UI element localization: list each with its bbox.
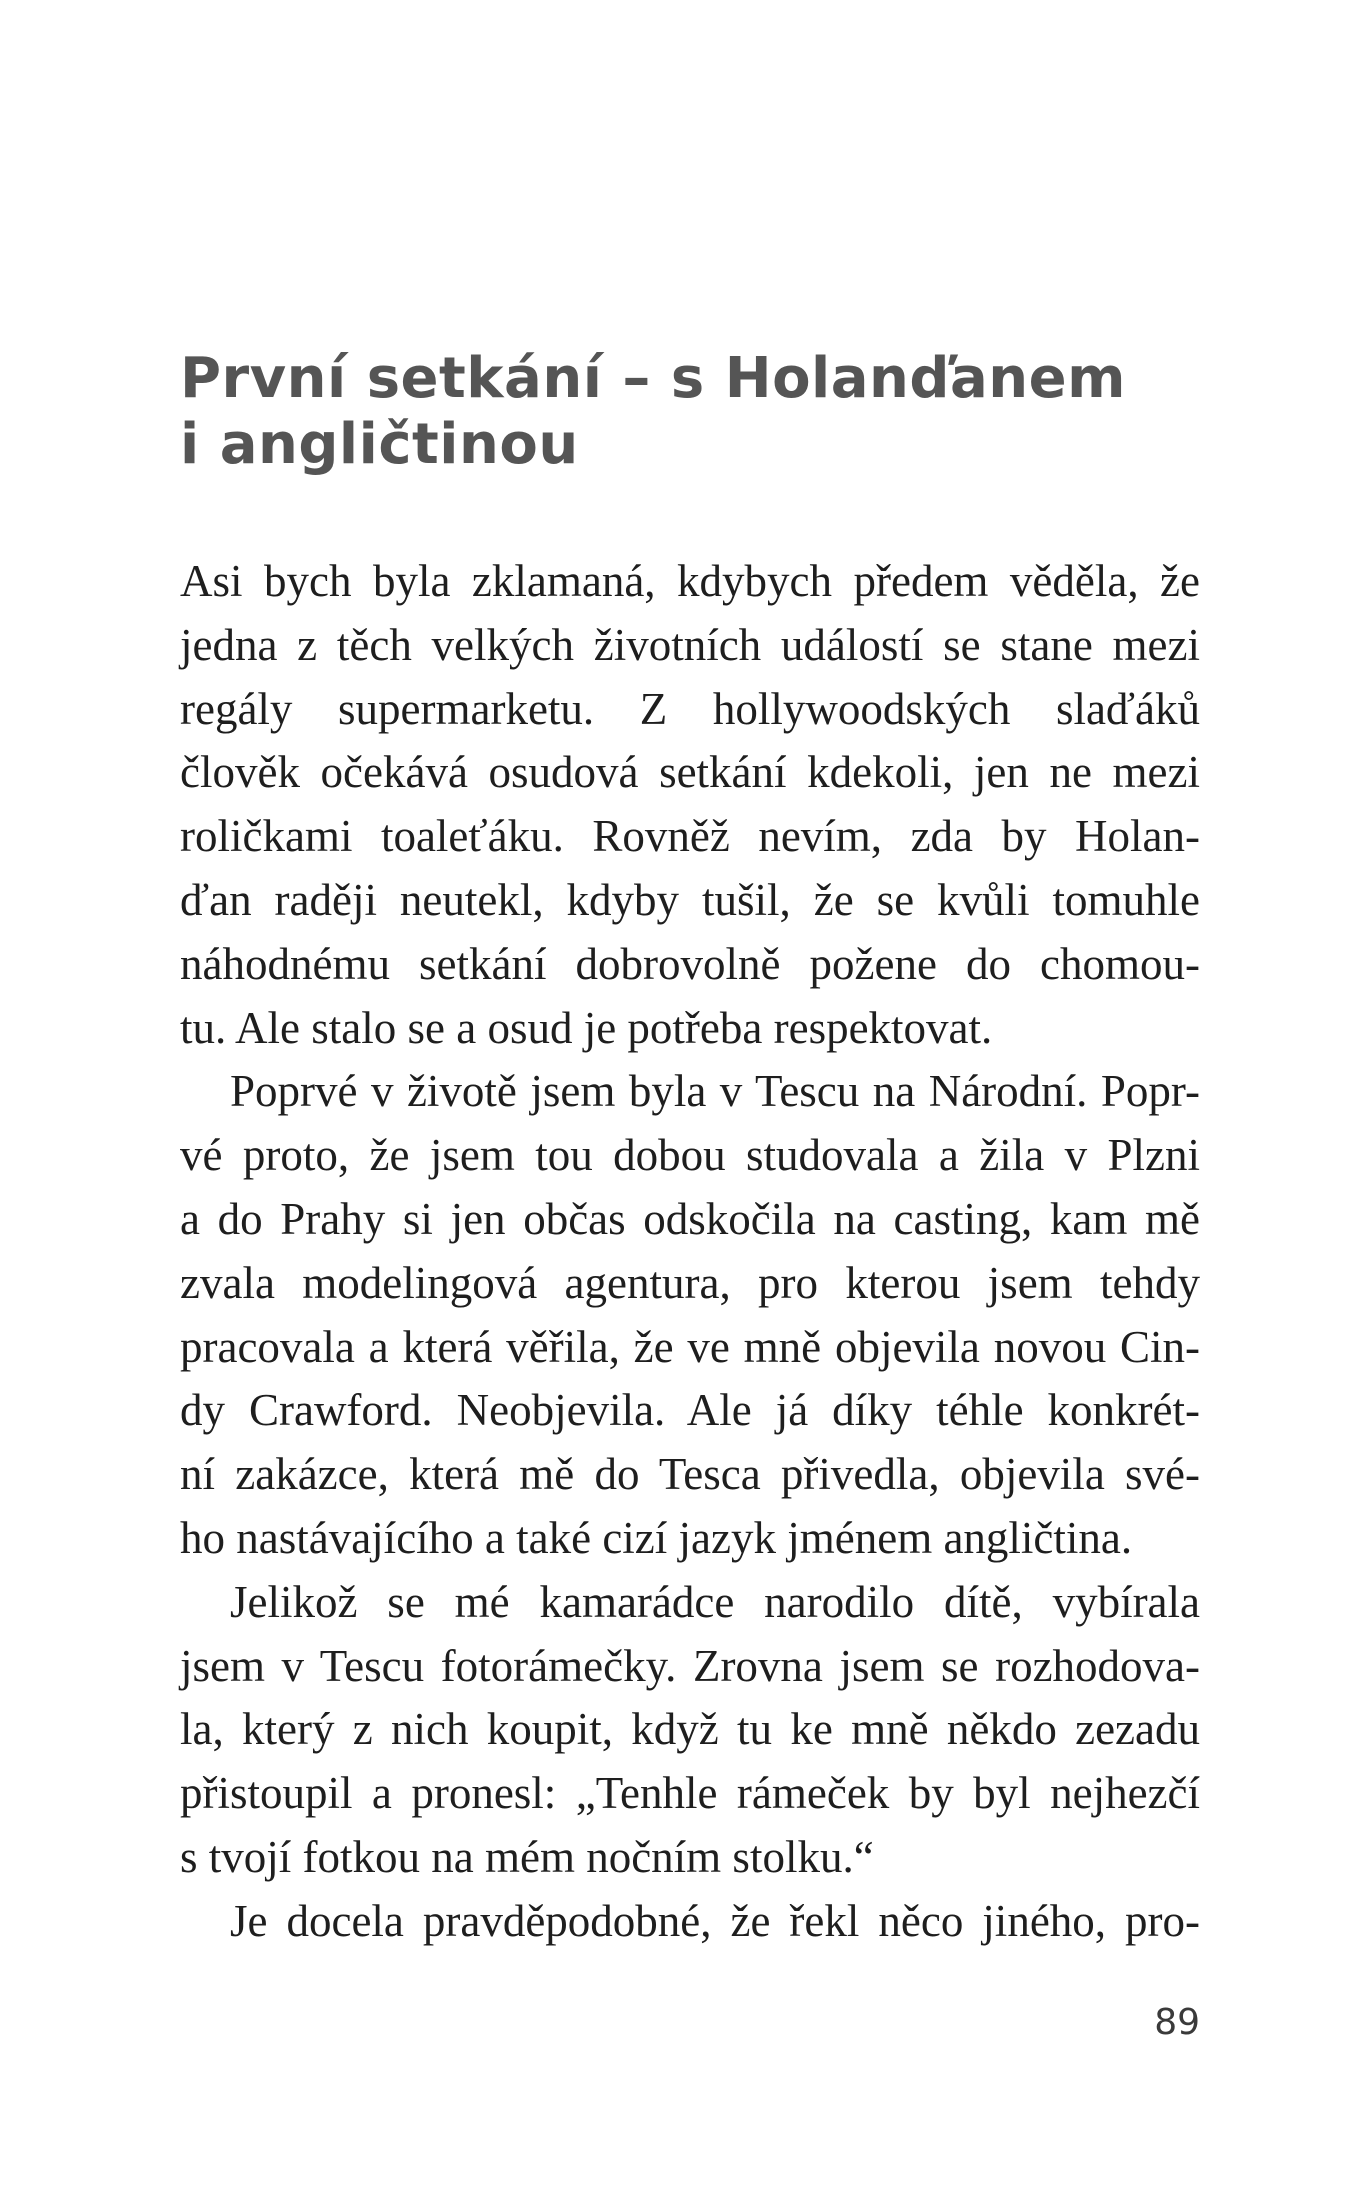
text-line: ní zakázce, která mě do Tesca přivedla, objevila své-	[180, 1449, 1200, 1500]
text-line: ďan raději neutekl, kdyby tušil, že se kvůli tomuhle	[180, 874, 1200, 925]
text-line: jsem v Tescu fotorámečky. Zrovna jsem se rozhodova-	[180, 1640, 1200, 1691]
text-line: regály supermarketu. Z hollywoodských slaďáků	[180, 683, 1200, 734]
chapter-title	[180, 346, 1200, 478]
text-line: a do Prahy si jen občas odskočila na casting, kam mě	[180, 1193, 1200, 1244]
text-line: s tvojí fotkou na mém nočním stolku.“	[180, 1831, 874, 1882]
chapter-title-line: i angličtinou	[180, 412, 579, 477]
text-line: la, který z nich koupit, když tu ke mně někdo zezadu	[180, 1704, 1200, 1755]
text-line: roličkami toaleťáku. Rovněž nevím, zda by Holan-	[180, 811, 1200, 862]
text-line: Asi bych byla zklamaná, kdybych předem věděla, že	[180, 556, 1200, 606]
text-line: jedna z těch velkých životních událostí se stane mezi	[180, 619, 1200, 670]
page-number: 89	[1154, 2002, 1200, 2043]
chapter-title-line: První setkání – s Holanďanem	[180, 346, 1126, 411]
text-line: pracovala a která věřila, že ve mně objevila novou Cin-	[180, 1321, 1200, 1372]
text-line: Je docela pravděpodobné, že řekl něco jiného, pro-	[230, 1895, 1200, 1946]
text-line: Poprvé v životě jsem byla v Tescu na Národní. Popr-	[230, 1066, 1200, 1117]
text-line: vé proto, že jsem tou dobou studovala a žila v Plzni	[180, 1130, 1200, 1181]
text-line: přistoupil a pronesl: „Tenhle rámeček by byl nejhezčí	[180, 1768, 1200, 1819]
text-line: ho nastávajícího a také cizí jazyk jménem angličtina.	[180, 1512, 1133, 1563]
text-line: tu. Ale stalo se a osud je potřeba respektovat.	[180, 1002, 993, 1053]
text-line: zvala modelingová agentura, pro kterou jsem tehdy	[180, 1257, 1200, 1308]
text-line: člověk očekává osudová setkání kdekoli, jen ne mezi	[180, 747, 1200, 798]
text-line: dy Crawford. Neobjevila. Ale já díky téhle konkrét-	[180, 1385, 1200, 1436]
text-line: Jelikož se mé kamarádce narodilo dítě, vybírala	[230, 1576, 1200, 1627]
body-text	[180, 550, 1200, 1954]
text-line: náhodnému setkání dobrovolně požene do chomou-	[180, 938, 1200, 989]
